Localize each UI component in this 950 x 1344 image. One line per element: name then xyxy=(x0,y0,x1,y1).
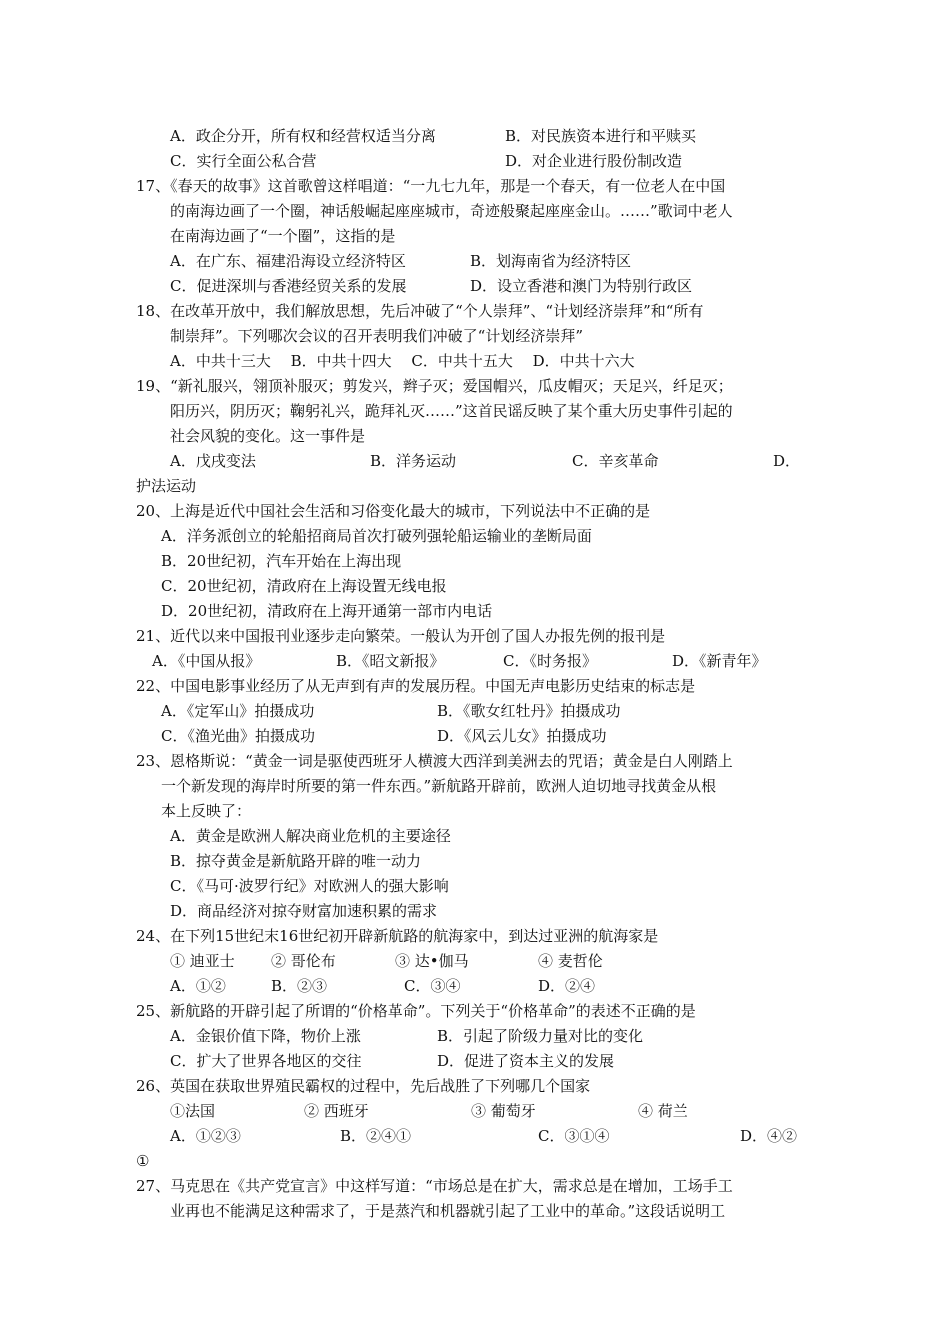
q23-option-d: D．商品经济对掠夺财富加速积累的需求 xyxy=(170,902,438,920)
q18-stem-line1: 18、在改革开放中，我们解放思想，先后冲破了“个人崇拜”、“计划经济崇拜”和“所有 xyxy=(136,302,704,320)
q25-stem: 25、新航路的开辟引起了所谓的“价格革命”。下列关于“价格革命”的表述不正确的是 xyxy=(136,1002,696,1020)
q21-stem: 21、近代以来中国报刊业逐步走向繁荣。一般认为开创了国人办报先例的报刊是 xyxy=(136,627,666,645)
q26-option-b: B．②④① xyxy=(340,1127,412,1145)
q16-option-d: D．对企业进行股份制改造 xyxy=(505,152,683,170)
q24-option-c: C．③④ xyxy=(404,977,461,995)
q19-option-b: B．洋务运动 xyxy=(370,452,457,470)
q19-option-d-text: 护法运动 xyxy=(136,477,197,495)
q20-option-a: A．洋务派创立的轮船招商局首次打破列强轮船运输业的垄断局面 xyxy=(161,527,592,545)
q21-option-a: A．《中国从报》 xyxy=(152,652,261,670)
q23-stem-line3: 本上反映了： xyxy=(161,802,252,820)
q16-option-b: B．对民族资本进行和平赎买 xyxy=(505,127,697,145)
q21-option-c: C．《时务报》 xyxy=(503,652,597,670)
q26-item-1: ①法国 xyxy=(170,1102,216,1120)
q19-stem-line1: 19、“新礼服兴，翎顶补服灭；剪发兴，辫子灭；爱国帽兴，瓜皮帽灭；天足兴，纤足灭； xyxy=(136,377,733,395)
q25-option-c: C．扩大了世界各地区的交往 xyxy=(170,1052,362,1070)
q22-option-d: D．《风云儿女》拍摄成功 xyxy=(437,727,607,745)
q26-stem: 26、英国在获取世界殖民霸权的过程中，先后战胜了下列哪几个国家 xyxy=(136,1077,591,1095)
q17-option-b: B．划海南省为经济特区 xyxy=(470,252,632,270)
q17-option-c: C．促进深圳与香港经贸关系的发展 xyxy=(170,277,407,295)
q23-option-c: C．《马可·波罗行纪》对欧洲人的强大影响 xyxy=(170,877,449,895)
q22-stem: 22、中国电影事业经历了从无声到有声的发展历程。中国无声电影历史结束的标志是 xyxy=(136,677,696,695)
q20-option-b: B．20世纪初，汽车开始在上海出现 xyxy=(161,552,402,570)
q20-option-d: D．20世纪初，清政府在上海开通第一部市内电话 xyxy=(161,602,493,620)
q19-stem-line3: 社会风貌的变化。这一事件是 xyxy=(170,427,366,445)
q19-option-c: C．辛亥革命 xyxy=(572,452,659,470)
q19-option-d-label: D． xyxy=(773,452,801,470)
q19-stem-line2: 阳历兴，阴历灭；鞠躬礼兴，跪拜礼灭……”这首民谣反映了某个重大历史事件引起的 xyxy=(170,402,733,420)
q27-stem-line1: 27、马克思在《共产党宣言》中这样写道：“市场总是在扩大，需求总是在增加，工场手工 xyxy=(136,1177,733,1195)
q24-option-b: B．②③ xyxy=(271,977,328,995)
q17-option-a: A．在广东、福建沿海设立经济特区 xyxy=(170,252,406,270)
q23-stem-line2: 一个新发现的海岸时所要的第一件东西。”新航路开辟前，欧洲人迫切地寻找黄金从根 xyxy=(161,777,717,795)
q27-stem-line2: 业再也不能满足这种需求了，于是蒸汽和机器就引起了工业中的革命。”这段话说明工 xyxy=(170,1202,726,1220)
q26-item-2: ② 西班牙 xyxy=(304,1102,369,1120)
q24-stem: 24、在下列15世纪末16世纪初开辟新航路的航海家中，到达过亚洲的航海家是 xyxy=(136,927,659,945)
q20-stem: 20、上海是近代中国社会生活和习俗变化最大的城市，下列说法中不正确的是 xyxy=(136,502,651,520)
q18-stem-line2: 制崇拜”。下列哪次会议的召开表明我们冲破了“计划经济崇拜” xyxy=(170,327,584,345)
q22-option-c: C．《渔光曲》拍摄成功 xyxy=(161,727,315,745)
q25-option-a: A．金银价值下降，物价上涨 xyxy=(170,1027,361,1045)
q19-option-a: A．戊戌变法 xyxy=(170,452,256,470)
q17-stem-line1: 17、《春天的故事》这首歌曾这样唱道：“一九七九年，那是一个春天，有一位老人在中国 xyxy=(136,177,726,195)
q25-option-b: B．引起了阶级力量对比的变化 xyxy=(437,1027,644,1045)
q26-item-3: ③ 葡萄牙 xyxy=(471,1102,536,1120)
q17-stem-line2: 的南海边画了一个圈，神话般崛起座座城市，奇迹般聚起座座金山。……”歌词中老人 xyxy=(170,202,733,220)
q24-option-a: A．①② xyxy=(170,977,226,995)
q26-option-a: A．①②③ xyxy=(170,1127,241,1145)
q22-option-a: A．《定军山》拍摄成功 xyxy=(161,702,315,720)
q26-option-d-text: ① xyxy=(136,1152,150,1170)
q24-item-1: ① 迪亚士 xyxy=(170,952,235,970)
q26-item-4: ④ 荷兰 xyxy=(638,1102,688,1120)
q26-option-d-label: D．④② xyxy=(740,1127,798,1145)
q24-item-2: ② 哥伦布 xyxy=(271,952,336,970)
q24-item-3: ③ 达•伽马 xyxy=(395,952,469,970)
q24-item-4: ④ 麦哲伦 xyxy=(538,952,603,970)
q24-option-d: D．②④ xyxy=(538,977,596,995)
q23-stem-line1: 23、恩格斯说：“黄金一词是驱使西班牙人横渡大西洋到美洲去的咒语；黄金是白人刚踏上 xyxy=(136,752,733,770)
q16-option-a: A．政企分开，所有权和经营权适当分离 xyxy=(170,127,436,145)
q25-option-d: D．促进了资本主义的发展 xyxy=(437,1052,615,1070)
q17-stem-line3: 在南海边画了“一个圈”，这指的是 xyxy=(170,227,396,245)
q21-option-d: D．《新青年》 xyxy=(672,652,767,670)
q17-option-d: D．设立香港和澳门为特别行政区 xyxy=(470,277,693,295)
q26-option-c: C．③①④ xyxy=(538,1127,610,1145)
q23-option-b: B．掠夺黄金是新航路开辟的唯一动力 xyxy=(170,852,422,870)
q22-option-b: B．《歌女红牡丹》拍摄成功 xyxy=(437,702,621,720)
q20-option-c: C．20世纪初，清政府在上海设置无线电报 xyxy=(161,577,447,595)
q16-option-c: C．实行全面公私合营 xyxy=(170,152,317,170)
q21-option-b: B．《昭文新报》 xyxy=(336,652,445,670)
q18-options: A．中共十三大 B．中共十四大 C．中共十五大 D．中共十六大 xyxy=(170,352,635,370)
q23-option-a: A．黄金是欧洲人解决商业危机的主要途径 xyxy=(170,827,451,845)
